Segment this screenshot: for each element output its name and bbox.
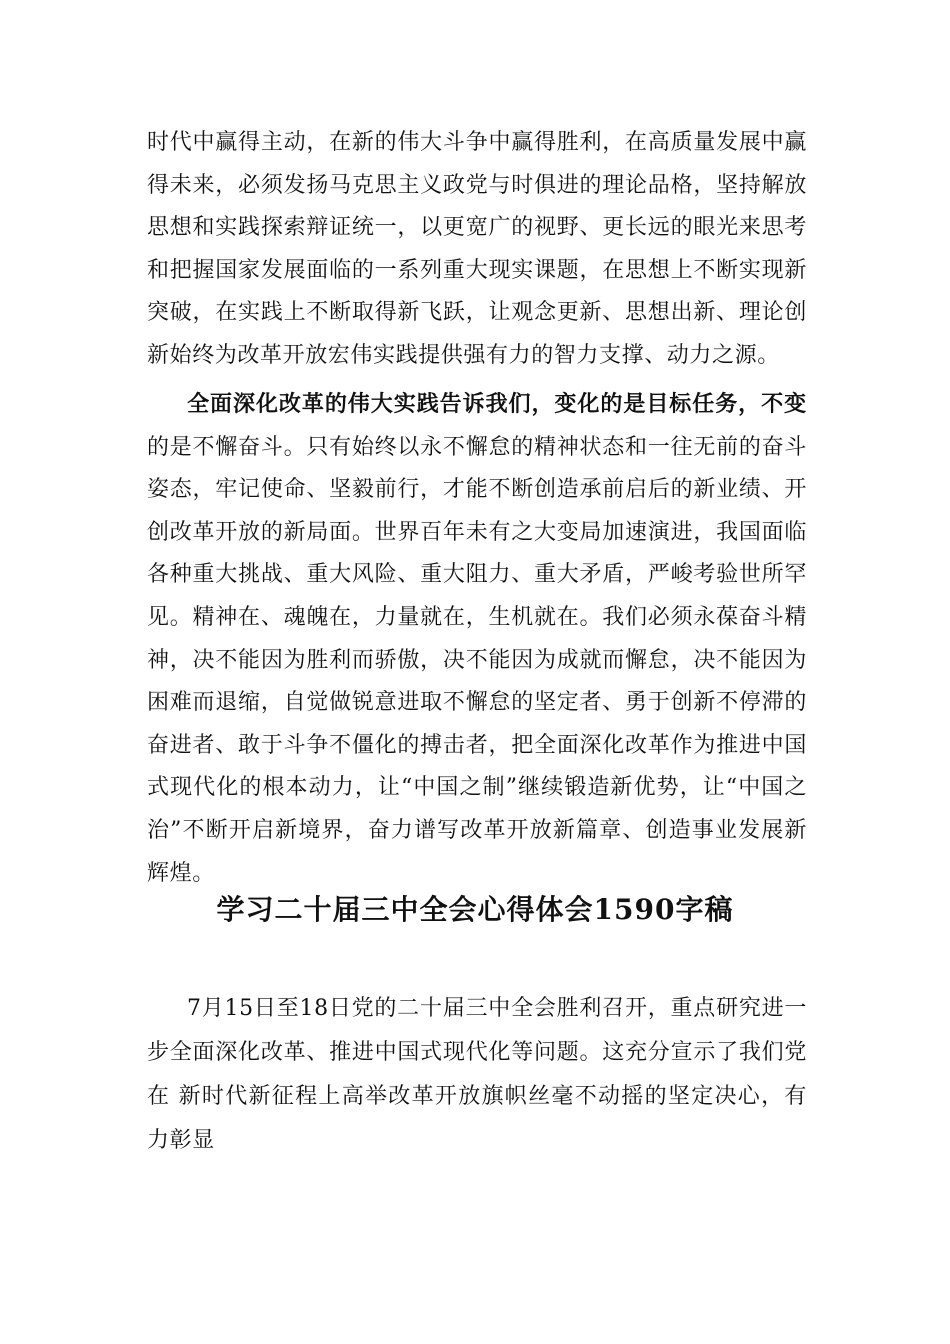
body-paragraph-3 — [147, 987, 807, 1163]
paragraph-2-text: 的是不懈奋斗。只有始终以永不懈怠的精神状态和一往无前的奋斗姿态，牢记使命、坚毅前行，才能不断创造承前启后的新业绩、开创改革开放的新局面。世界百年未有之大变局加速演进，我国面临各种重大挑战、重大风险、重大阻力、重大矛盾，严峻考验世所罕见。精神在、魂魄在，力量就在，生机就在。我们必须永葆奋斗精神，决不能因为胜利而骄傲，决不能因为成就而懈怠，决不能因为困难而退缩，自觉做锐意进取不懈怠的坚定者、勇于创新不停滞的奋进者、敢于斗争不僵化的搏击者，把全面深化改革作为推进中国式现代化的根本动力，让“中国之制”继续锻造新优势，让“中国之治”不断开启新境界，奋力谱写改革开放新篇章、创造事业发展新辉煌。 — [147, 434, 807, 886]
body-paragraph-2 — [147, 384, 807, 895]
body-paragraph-1: 时代中赢得主动，在新的伟大斗争中赢得胜利，在高质量发展中赢得未来，必须发扬马克思主义政党与时俱进的理论品格，坚持解放思想和实践探索辩证统一，以更宽广的视野、更长远的眼光来思考和把握国家发展面临的一系列重大现实课题，在思想上不断实现新突破，在实践上不断取得新飞跃，让观念更新、思想出新、理论创新始终为改革开放宏伟实践提供强有力的智力支撑、动力之源。 — [147, 130, 807, 368]
section-title: 学习二十届三中全会心得体会1590字稿 — [216, 893, 734, 926]
paragraph-3-text: 7月15日至18日党的二十届三中全会胜利召开，重点研究进一 步全面深化改革、推进中国式现代化等问题。这充分宣示了我们党在 新时代新征程上高举改革开放旗帜丝毫不动摇的坚定决心，有力彰显 — [147, 996, 807, 1153]
bold-lead-sentence: 全面深化改革的伟大实践告诉我们，变化的是目标任务，不变 — [187, 392, 807, 417]
